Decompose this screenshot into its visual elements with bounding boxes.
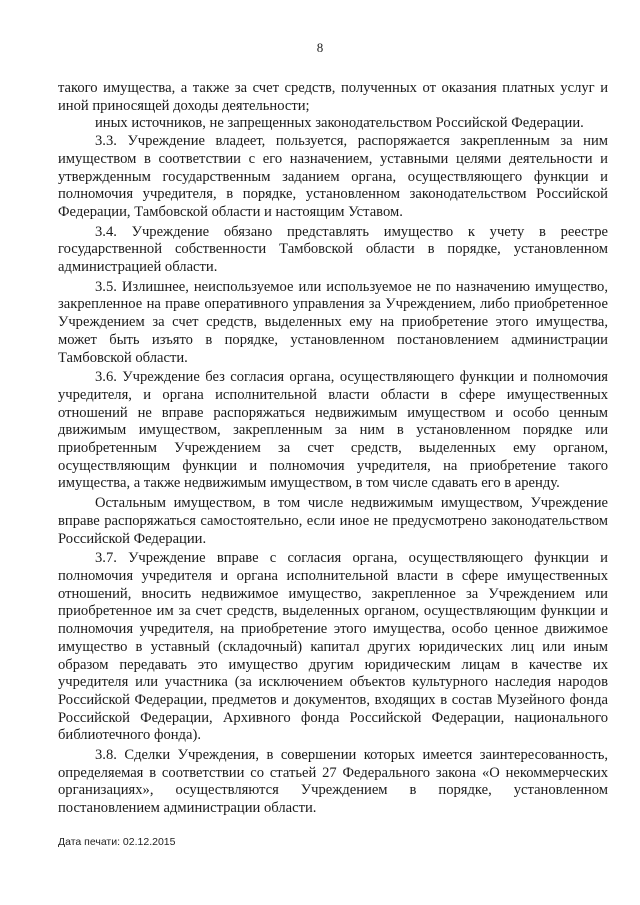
paragraph-3-3: 3.3. Учреждение владеет, пользуется, распоряжается закрепленным за ним имуществом в соответствии с его назначением, уставными целями деятельности и утвержденным государственным заданием органа, осуществляющего функции и полномочия учредителя, в порядке, установленном законодательством Российской Федерации, Тамбовской области и настоящим Уставом. <box>58 133 608 220</box>
paragraph-3-4: 3.4. Учреждение обязано представлять имущество к учету в реестре государственной собственности Тамбовской области в порядке, установленном администрацией области. <box>58 223 608 276</box>
page-number: 8 <box>316 40 324 55</box>
paragraph-other-sources: иных источников, не запрещенных законодательством Российской Федерации. <box>95 115 584 132</box>
paragraph-continuation: такого имущества, а также за счет средств, полученных от оказания платных услуг и иной приносящей доходы деятельности; <box>58 80 608 114</box>
paragraph-3-5: 3.5. Излишнее, неиспользуемое или используемое не по назначению имущество, закрепленное на праве оперативного управления за Учреждением, либо приобретенное Учреждением за счет средств, выделенных ему на приобретение этого имущества, может быть изъято в порядке, установленном постановлением администрации Тамбовской области. <box>58 278 608 366</box>
paragraph-3-6: 3.6. Учреждение без согласия органа, осуществляющего функции и полномочия учредителя, и органа исполнительной власти области в сфере имущественных отношений не вправе распоряжаться недвижимым имуществом и особо ценным движимым имуществом, закрепленным за ним в установленном порядке или приобретенным Учреждением за счет средств, выделенных ему органом, осуществляющим функции и полномочия учредителя, на приобретение такого имущества, а также недвижимым имуществом, в том числе сдавать его в аренду. <box>58 369 608 492</box>
document-body <box>58 80 608 818</box>
paragraph-3-8: 3.8. Сделки Учреждения, в совершении которых имеется заинтересованность, определяемая в соответствии со статьей 27 Федерального закона «О некоммерческих организациях», осуществляются Учреждением в порядке, установленном постановлением администрации области. <box>58 747 608 817</box>
print-date-footer: Дата печати: 02.12.2015 <box>58 836 176 848</box>
paragraph-3-7: 3.7. Учреждение вправе с согласия органа, осуществляющего функции и полномочия учредителя и органа исполнительной власти в сфере имущественных отношений, вносить недвижимое имущество, закрепленное за Учреждением или приобретенное им за счет средств, выделенных органом, осуществляющим функции и полномочия учредителя, на приобретение этого имущества, особо ценное движимое имущество в уставный (складочный) капитал других юридических лиц или иным образом передавать это имущество другим юридическим лицам в качестве их учредителя или участника (за исключением объектов культурного наследия народов Российской Федерации, предметов и документов, входящих в состав Музейного фонда Российской Федерации, Архивного фонда Российской Федерации, национального библиотечного фонда). <box>58 550 608 744</box>
paragraph-remaining-property: Остальным имуществом, в том числе недвижимым имуществом, Учреждение вправе распоряжаться самостоятельно, если иное не предусмотрено законодательством Российской Федерации. <box>58 495 608 547</box>
